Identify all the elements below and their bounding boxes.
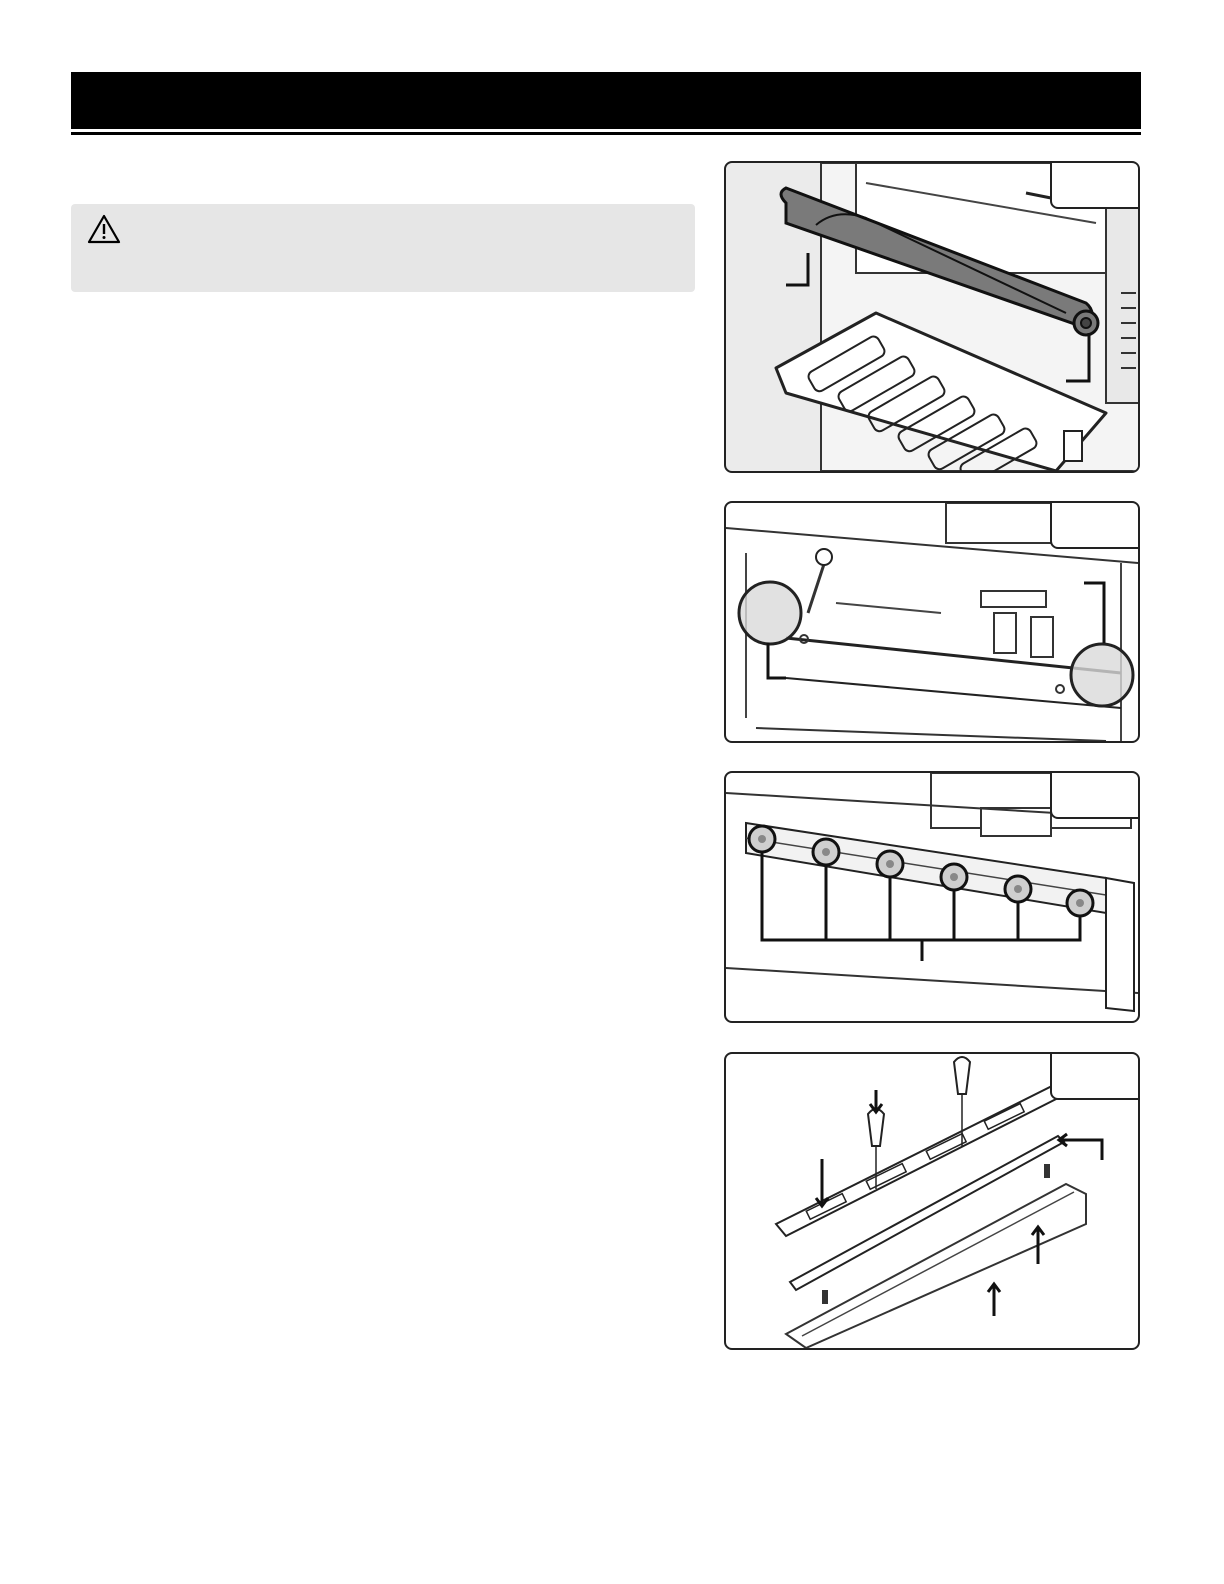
warning-box — [71, 204, 695, 292]
figure-label-tab — [1050, 1052, 1140, 1100]
header-rule — [71, 132, 1141, 135]
figure-label-tab — [1050, 501, 1140, 549]
warning-triangle-icon — [87, 214, 121, 244]
figure-3 — [724, 771, 1140, 1023]
figure-1 — [724, 161, 1140, 473]
figure-4 — [724, 1052, 1140, 1350]
planer-roller-illustration — [726, 163, 1138, 471]
section-header-bar — [71, 72, 1141, 129]
figure-label-tab — [1050, 161, 1140, 209]
figure-2 — [724, 501, 1140, 743]
figure-label-tab — [1050, 771, 1140, 819]
